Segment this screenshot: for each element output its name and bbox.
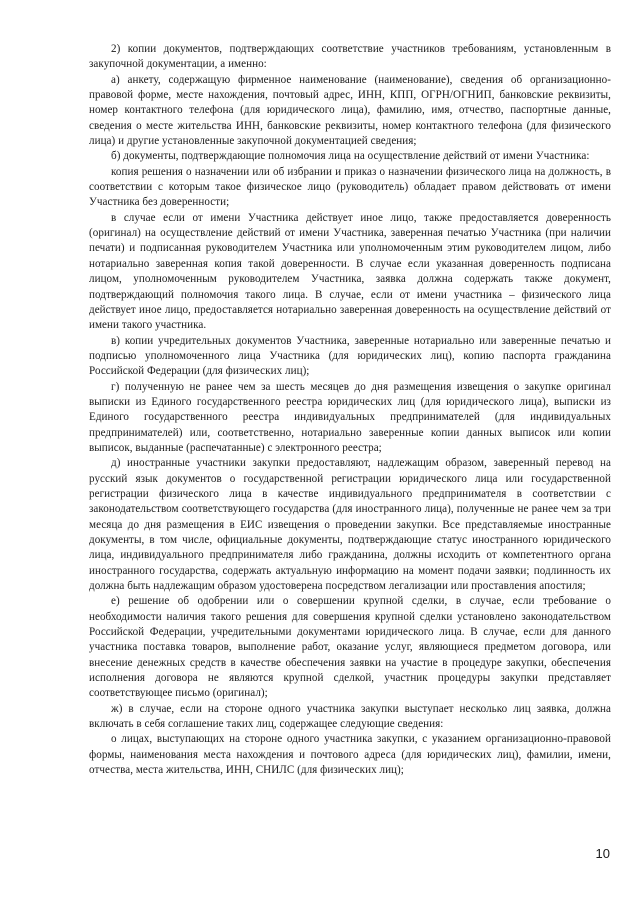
paragraph-item-2zh-joint-participants: ж) в случае, если на стороне одного участника закупки выступает несколько лиц заявка, должна включать в себя соглашение таких лиц, содержащее следующие сведения: [89,702,611,731]
paragraph-item-2d-foreign-participants: д) иностранные участники закупки предоставляют, надлежащим образом, заверенный перевод на русский язык документов о государственной регистрации юридического лица или государственной регистрации физического лица в качестве индивидуального предпринимателя в соответствии с законодательством соответствующего государства (для иностранного лица), полученные не ранее чем за три месяца до дня размещения в ЕИС извещения о проведении закупки. Все представляемые иностранные документы, в том числе, официальные документы, подтверждающие статус иностранного юридического лица, индивидуального предпринимателя либо гражданина, должны исходить от компетентного органа иностранного государства, содержать актуальную информацию на момент подачи заявки; подлинность их должна быть надлежащим образом удостоверена посредством легализации или проставления апостиля; [89,457,611,593]
paragraph-item-2a-questionnaire: а) анкету, содержащую фирменное наименование (наименование), сведения об организационно-правовой форме, месте нахождения, почтовый адрес, ИНН, КПП, ОГРН/ОГНИП, банковские реквизиты, номер контактного телефона (для юридического лица), фамилию, имя, отчество, паспортные данные, сведения о месте жительства ИНН, банковские реквизиты, номер контактного телефона (для физического лица) и другие установленные закупочной документацией сведения; [89,73,611,148]
paragraph-power-of-attorney: в случае если от имени Участника действует иное лицо, также предоставляется доверенность (оригинал) на осуществление действий от имени Участника, заверенная печатью Участника (при наличии печати) и подписанная руководителем Участника или уполномоченным этим руководителем лицом, либо нотариально заверенная копия такой доверенности. В случае если указанная доверенность подписана лицом, уполномоченным руководителем Участника, заявка должна содержать также документ, подтверждающий полномочия такого лица. В случае, если от имени участника – физического лица действует иное лицо, предоставляется нотариально заверенная доверенность на осуществление действий от имени такого участника. [89,211,611,332]
paragraph-item-2g-registry-extract: г) полученную не ранее чем за шесть месяцев до дня размещения извещения о закупке оригинал выписки из Единого государственного реестра юридических лиц (для юридического лица), выписки из Единого государственного реестра индивидуальных предпринимателей (для индивидуальных предпринимателей) или, соответственно, нотариально заверенные копии данных выписок или копии выписок, выданные (распечатанные) с электронного реестра; [89,380,611,454]
document-body [89,42,611,779]
paragraph-item-2e-major-transaction: е) решение об одобрении или о совершении крупной сделки, в случае, если требование о необходимости наличия такого решения для совершения крупной сделки установлено законодательством Российской Федерации, учредительными документами юридического лица. В случае, если для данного участника поставка товаров, выполнение работ, оказание услуг, являющиеся предметом договора, или внесение денежных средств в качестве обеспечения заявки на участие в процедуре закупки, обеспечения исполнения договора не являются крупной сделкой, участник процедуры закупки представляет соответствующее письмо (оригинал); [89,595,611,700]
paragraph-appointment-decision: копия решения о назначении или об избрании и приказ о назначении физического лица на должность, в соответствии с которым такое физическое лицо (руководитель) обладает правом действовать от имени Участника без доверенности; [89,165,611,209]
paragraph-item-2v-founding-documents: в) копии учредительных документов Участника, заверенные нотариально или заверенные печатью и подписью уполномоченного лица Участника (для юридических лиц), копию паспорта гражданина Российской Федерации (для физических лиц); [89,334,611,378]
paragraph-joint-participants-details: о лицах, выступающих на стороне одного участника закупки, с указанием организационно-правовой формы, наименования места нахождения и почтового адреса (для юридических лиц), фамилии, имени, отчества, места жительства, ИНН, СНИЛС (для физических лиц); [89,733,611,777]
paragraph-item-2: 2) копии документов, подтверждающих соответствие участников требованиям, установленным в закупочной документации, а именно: [89,43,611,71]
page-number: 10 [595,846,610,861]
paragraph-item-2b-authority-documents: б) документы, подтверждающие полномочия лица на осуществление действий от имени Участника: [111,150,590,163]
